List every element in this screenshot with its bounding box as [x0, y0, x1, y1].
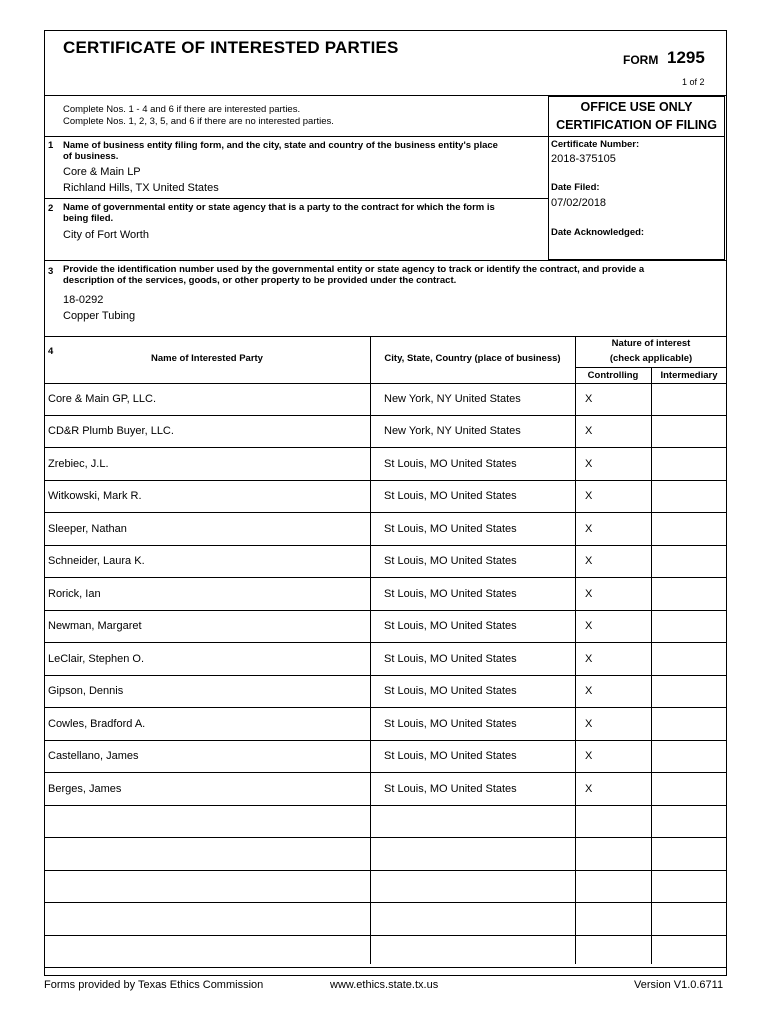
party-location: St Louis, MO United States — [384, 587, 517, 600]
section-2-question: Name of governmental entity or state agency that is a party to the contract for which the form is being filed. — [63, 202, 495, 224]
controlling-mark: X — [585, 522, 593, 535]
footer-website[interactable]: www.ethics.state.tx.us — [330, 979, 439, 991]
table-row — [44, 903, 727, 936]
instruction-line-2: Complete Nos. 1, 2, 3, 5, and 6 if there are no interested parties. — [63, 116, 334, 127]
section-1-question: Name of business entity filing form, and the city, state and country of the business entity's place of business. — [63, 140, 498, 162]
date-filed-value: 07/02/2018 — [551, 197, 607, 209]
date-acknowledged-label: Date Acknowledged: — [551, 227, 645, 238]
party-location — [384, 838, 574, 870]
col-header-controlling: Controlling — [587, 370, 639, 381]
table-row — [44, 708, 727, 741]
controlling-mark: X — [585, 652, 593, 665]
party-name: Core & Main GP, LLC. — [48, 392, 157, 405]
controlling-mark: X — [585, 457, 593, 470]
controlling-mark — [585, 871, 645, 903]
party-name: Sleeper, Nathan — [48, 522, 127, 535]
party-location — [384, 871, 574, 903]
table-row — [44, 871, 727, 904]
section-2-number: 2 — [48, 203, 54, 214]
page-indicator: 1 of 2 — [682, 77, 705, 87]
party-location: St Louis, MO United States — [384, 620, 517, 633]
certificate-number-label: Certificate Number: — [551, 139, 640, 150]
party-name — [48, 838, 370, 870]
controlling-mark: X — [585, 782, 593, 795]
controlling-mark — [585, 806, 645, 838]
controlling-mark: X — [585, 685, 593, 698]
party-location: St Louis, MO United States — [384, 490, 517, 503]
party-name — [48, 903, 370, 935]
table-row — [44, 806, 727, 839]
party-location: New York, NY United States — [384, 425, 521, 438]
party-location: St Louis, MO United States — [384, 782, 517, 795]
certification-heading: CERTIFICATION OF FILING — [556, 118, 717, 132]
col-header-intermediary: Intermediary — [660, 370, 718, 381]
governmental-entity-name: City of Fort Worth — [63, 229, 149, 241]
section-2-divider — [44, 260, 727, 261]
controlling-mark — [585, 936, 645, 968]
col-header-nature-sub: (check applicable) — [609, 353, 693, 364]
party-name: Castellano, James — [48, 750, 139, 763]
table-row — [44, 838, 727, 871]
table-row — [44, 773, 727, 806]
table-row — [44, 448, 727, 481]
form-title: CERTIFICATE OF INTERESTED PARTIES — [63, 38, 399, 57]
office-use-heading: OFFICE USE ONLY — [580, 100, 693, 114]
party-location: St Louis, MO United States — [384, 522, 517, 535]
date-filed-label: Date Filed: — [551, 182, 600, 193]
certificate-number-value: 2018-375105 — [551, 153, 616, 165]
party-name — [48, 806, 370, 838]
party-name: Rorick, Ian — [48, 587, 101, 600]
table-row — [44, 676, 727, 709]
party-name: Gipson, Dennis — [48, 685, 124, 698]
party-location — [384, 806, 574, 838]
instruction-line-1: Complete Nos. 1 - 4 and 6 if there are interested parties. — [63, 104, 301, 115]
form-number: 1295 — [667, 48, 705, 67]
controlling-mark: X — [585, 555, 593, 568]
controlling-mark: X — [585, 587, 593, 600]
section-1-divider — [44, 198, 548, 199]
party-name: Witkowski, Mark R. — [48, 490, 142, 503]
party-location: St Louis, MO United States — [384, 750, 517, 763]
instructions-divider — [44, 136, 548, 137]
party-location: St Louis, MO United States — [384, 652, 517, 665]
form-label: FORM — [623, 53, 659, 67]
party-name: CD&R Plumb Buyer, LLC. — [48, 425, 174, 438]
party-location: St Louis, MO United States — [384, 555, 517, 568]
party-name — [48, 871, 370, 903]
party-location: St Louis, MO United States — [384, 457, 517, 470]
office-divider — [548, 136, 725, 137]
party-name: Schneider, Laura K. — [48, 555, 145, 568]
table-row — [44, 741, 727, 774]
table-row — [44, 643, 727, 676]
table-row — [44, 481, 727, 514]
party-name: Cowles, Bradford A. — [48, 717, 146, 730]
party-location — [384, 936, 574, 968]
party-name: Newman, Margaret — [48, 620, 142, 633]
controlling-mark: X — [585, 425, 593, 438]
business-entity-location: Richland Hills, TX United States — [63, 182, 219, 194]
section-3-question: Provide the identification number used by the governmental entity or state agency to track or identify the contract, and provide a description of the services, goods, or other property to be provided under the contract. — [63, 264, 645, 286]
col-header-name: Name of Interested Party — [151, 353, 263, 364]
section-4-number: 4 — [48, 346, 54, 357]
col-header-location: City, State, Country (place of business) — [384, 353, 561, 364]
controlling-mark — [585, 903, 645, 935]
party-name: Berges, James — [48, 782, 122, 795]
controlling-mark — [585, 838, 645, 870]
party-location: St Louis, MO United States — [384, 717, 517, 730]
business-entity-name: Core & Main LP — [63, 166, 141, 178]
col-header-nature: Nature of interest — [611, 338, 691, 349]
controlling-mark: X — [585, 490, 593, 503]
party-location — [384, 903, 574, 935]
party-location: St Louis, MO United States — [384, 685, 517, 698]
table-row — [44, 546, 727, 579]
contract-id: 18-0292 — [63, 294, 104, 306]
controlling-mark: X — [585, 392, 593, 405]
contract-description: Copper Tubing — [63, 310, 136, 322]
party-name: Zrebiec, J.L. — [48, 457, 109, 470]
party-location: New York, NY United States — [384, 392, 521, 405]
footer-provider: Forms provided by Texas Ethics Commission — [44, 979, 264, 991]
table-row — [44, 936, 727, 969]
controlling-mark: X — [585, 750, 593, 763]
table-row — [44, 513, 727, 546]
table-row — [44, 611, 727, 644]
table-row — [44, 416, 727, 449]
party-name: LeClair, Stephen O. — [48, 652, 145, 665]
section-3-divider — [44, 336, 727, 337]
controlling-mark: X — [585, 620, 593, 633]
section-3-number: 3 — [48, 266, 54, 277]
table-row — [44, 578, 727, 611]
footer-version: Version V1.0.6711 — [634, 979, 724, 991]
party-name — [48, 936, 370, 968]
section-1-number: 1 — [48, 140, 54, 151]
table-row — [44, 383, 727, 416]
controlling-mark: X — [585, 717, 593, 730]
